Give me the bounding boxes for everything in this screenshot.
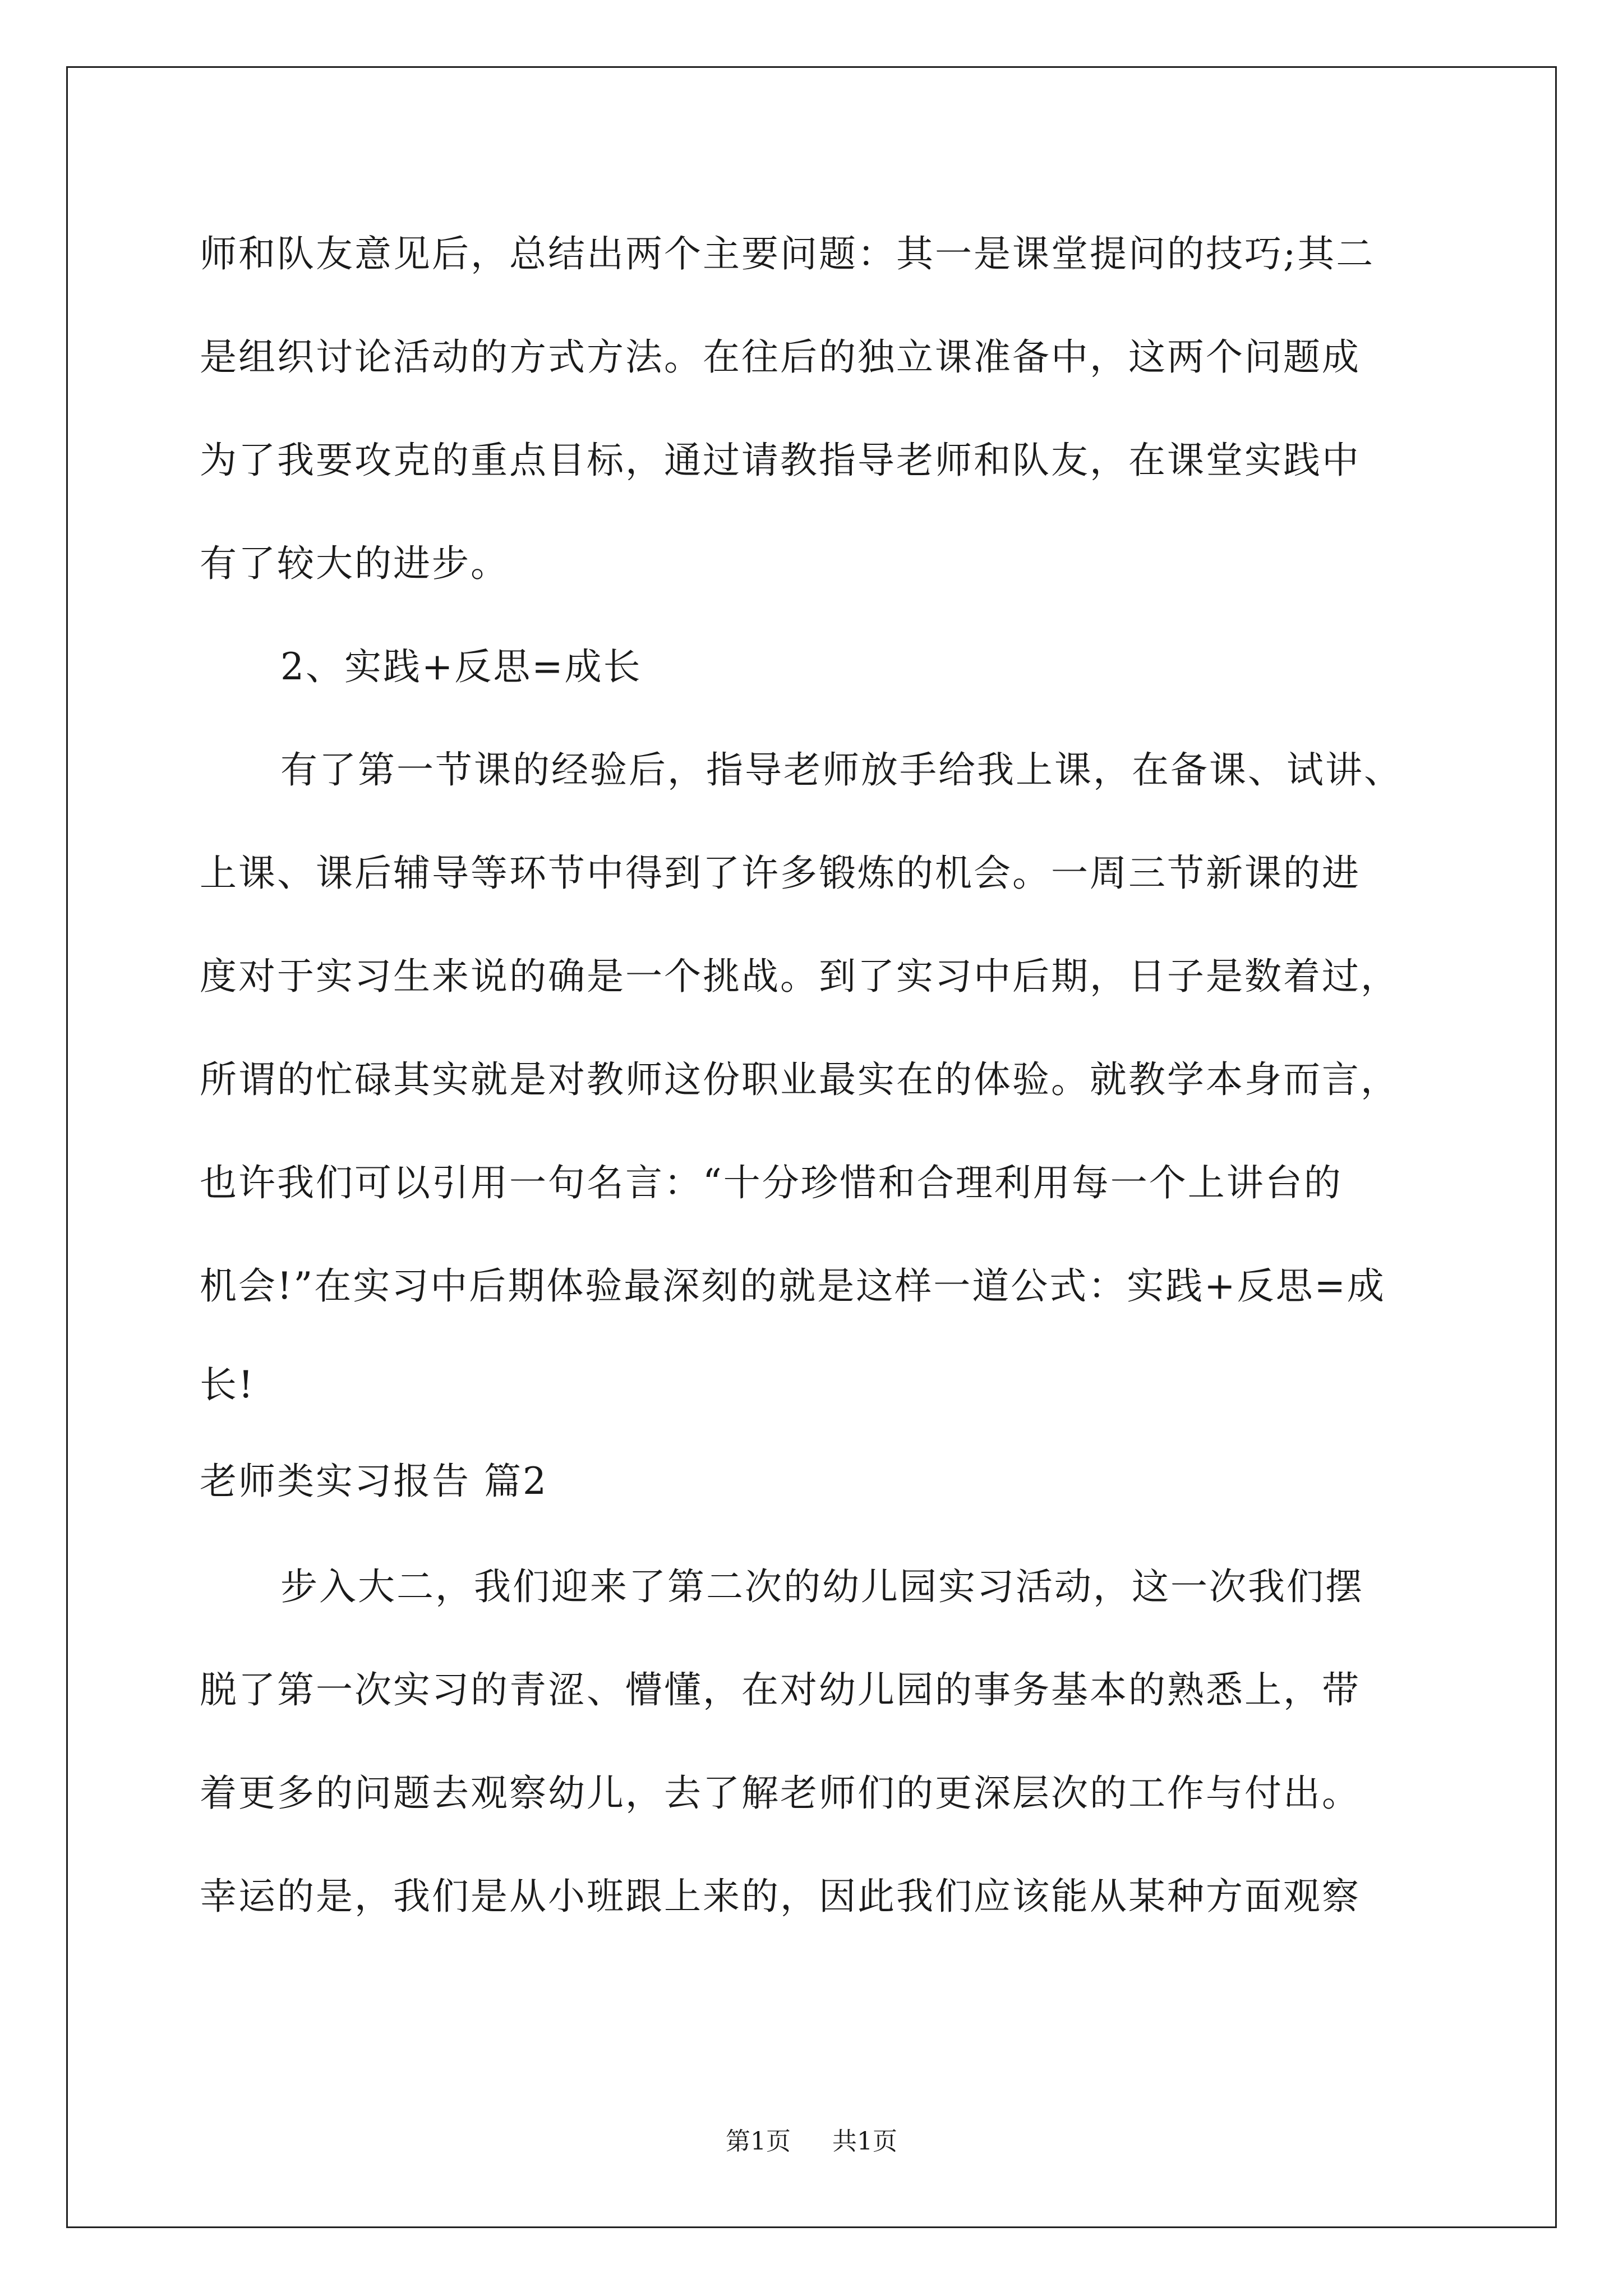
paragraph-line: 所谓的忙碌其实就是对教师这份职业最实在的体验。就教学本身而言，: [200, 1058, 1399, 1101]
report-title: 老师类实习报告 篇2: [200, 1460, 548, 1503]
paragraph-line: 幸运的是，我们是从小班跟上来的，因此我们应该能从某种方面观察: [200, 1875, 1361, 1918]
paragraph-line: 脱了第一次实习的青涩、懵懂，在对幼儿园的事务基本的熟悉上，带: [200, 1668, 1361, 1711]
paragraph-line: 步入大二，我们迎来了第二次的幼儿园实习活动，这一次我们摆: [280, 1565, 1364, 1608]
section-heading: 2、实践+反思=成长: [280, 645, 642, 688]
paragraph-line: 有了较大的进步。: [200, 542, 509, 585]
paragraph-line: 是组织讨论活动的方式方法。在往后的独立课准备中，这两个问题成: [200, 335, 1361, 379]
page-total: 共1页: [832, 2127, 897, 2156]
paragraph-line: 也许我们可以引用一句名言：“十分珍惜和合理利用每一个上讲台的: [200, 1161, 1343, 1204]
paragraph-line: 度对于实习生来说的确是一个挑战。到了实习中后期，日子是数着过，: [200, 955, 1399, 998]
page-footer: [0, 2125, 1623, 2159]
paragraph-line: 机会!”在实习中后期体验最深刻的就是这样一道公式：实践+反思=成: [200, 1264, 1386, 1308]
paragraph-line: 上课、课后辅导等环节中得到了许多锻炼的机会。一周三节新课的进: [200, 852, 1361, 895]
page-number: 第1页: [726, 2127, 791, 2156]
paragraph-line: 为了我要攻克的重点目标，通过请教指导老师和队友，在课堂实践中: [200, 439, 1361, 482]
paragraph-line: 师和队友意见后，总结出两个主要问题：其一是课堂提问的技巧;其二: [200, 232, 1375, 275]
paragraph-line: 长!: [200, 1363, 255, 1406]
paragraph-line: 有了第一节课的经验后，指导老师放手给我上课，在备课、试讲、: [280, 748, 1403, 792]
paragraph-line: 着更多的问题去观察幼儿，去了解老师们的更深层次的工作与付出。: [200, 1772, 1361, 1815]
